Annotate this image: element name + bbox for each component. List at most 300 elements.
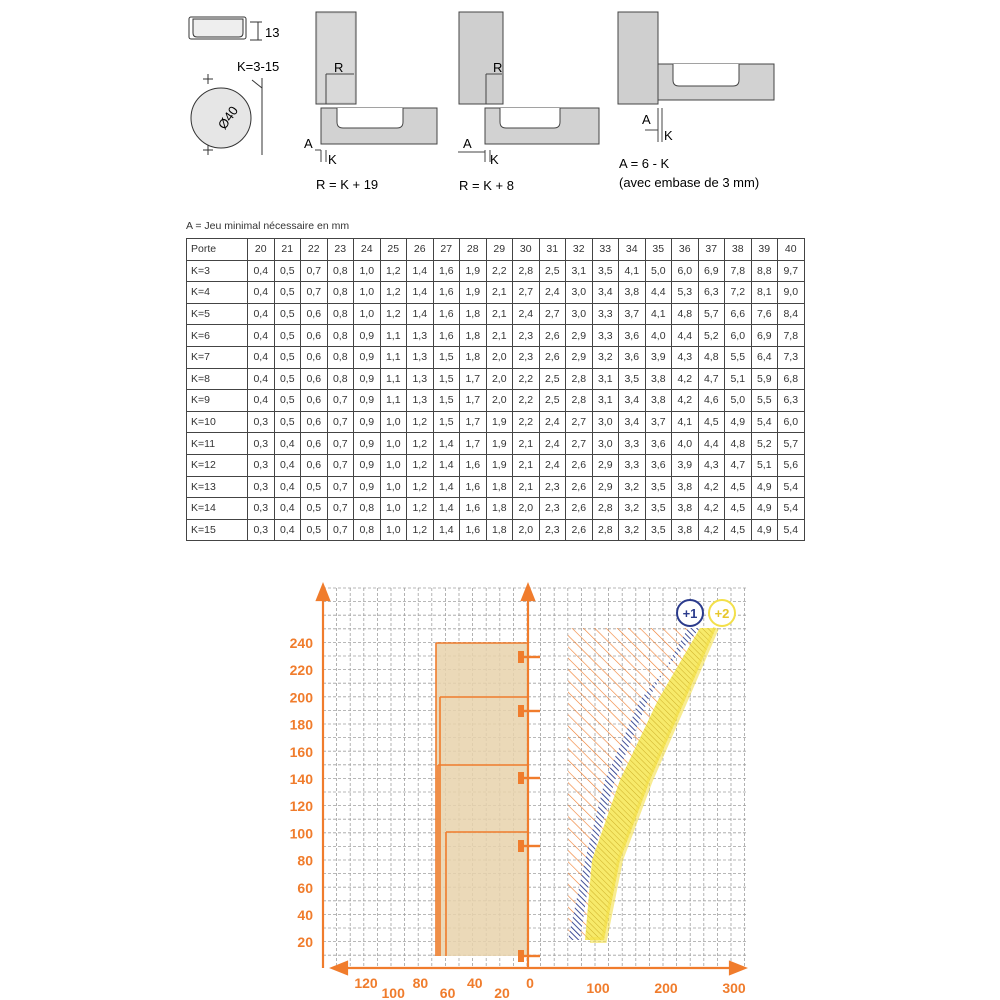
k-label-2: K bbox=[490, 152, 499, 167]
table-cell: 3,5 bbox=[645, 519, 672, 541]
x-tick-label: 60 bbox=[439, 985, 456, 1000]
table-row bbox=[187, 346, 805, 368]
table-cell: 6,3 bbox=[698, 282, 725, 304]
x-tick-label: 100 bbox=[586, 980, 610, 996]
table-row bbox=[187, 368, 805, 390]
a-label-1: A bbox=[304, 136, 313, 151]
table-cell: 0,8 bbox=[327, 368, 354, 390]
table-cell: 4,1 bbox=[645, 303, 672, 325]
table-cell: 4,4 bbox=[672, 325, 699, 347]
table-cell: 2,0 bbox=[513, 498, 540, 520]
table-cell: 1,0 bbox=[380, 433, 407, 455]
table-cell: 2,4 bbox=[539, 411, 566, 433]
hinge-diagrams bbox=[0, 0, 1000, 220]
table-cell: 4,2 bbox=[698, 519, 725, 541]
table-cell: 0,7 bbox=[327, 411, 354, 433]
k-label-3: K bbox=[664, 128, 673, 143]
table-body bbox=[187, 260, 805, 541]
table-cell: 7,6 bbox=[751, 303, 778, 325]
table-cell: 2,7 bbox=[566, 411, 593, 433]
table-cell: 0,7 bbox=[301, 260, 328, 282]
table-cell: 6,9 bbox=[698, 260, 725, 282]
table-cell: 0,6 bbox=[301, 368, 328, 390]
table-cell: 1,0 bbox=[380, 454, 407, 476]
table-cell: 1,8 bbox=[486, 476, 513, 498]
table-cell: 9,0 bbox=[778, 282, 805, 304]
table-cell: 4,5 bbox=[725, 476, 752, 498]
column-header: 26 bbox=[407, 239, 434, 261]
badge-plus2 bbox=[709, 600, 735, 626]
table-cell: 1,0 bbox=[380, 498, 407, 520]
column-header: 22 bbox=[301, 239, 328, 261]
table-cell: 2,2 bbox=[486, 260, 513, 282]
table-cell: 1,8 bbox=[460, 325, 487, 347]
table-cell: 0,9 bbox=[354, 368, 381, 390]
table-cell: 9,7 bbox=[778, 260, 805, 282]
table-row bbox=[187, 325, 805, 347]
table-cell: 4,0 bbox=[645, 325, 672, 347]
table-cell: 3,3 bbox=[592, 303, 619, 325]
column-header: 28 bbox=[460, 239, 487, 261]
table-row bbox=[187, 519, 805, 541]
row-label: K=6 bbox=[187, 325, 248, 347]
table-cell: 1,7 bbox=[460, 433, 487, 455]
table-cell: 1,0 bbox=[380, 519, 407, 541]
table-corner-header: Porte bbox=[187, 239, 248, 261]
column-header: 32 bbox=[566, 239, 593, 261]
table-cell: 2,8 bbox=[592, 519, 619, 541]
column-header: 37 bbox=[698, 239, 725, 261]
table-cell: 0,5 bbox=[274, 368, 301, 390]
table-cell: 2,6 bbox=[539, 346, 566, 368]
table-cell: 1,6 bbox=[460, 498, 487, 520]
column-header: 27 bbox=[433, 239, 460, 261]
column-header: 25 bbox=[380, 239, 407, 261]
table-cell: 3,4 bbox=[619, 411, 646, 433]
table-cell: 0,6 bbox=[301, 411, 328, 433]
table-cell: 2,9 bbox=[566, 325, 593, 347]
table-cell: 1,2 bbox=[407, 454, 434, 476]
table-row bbox=[187, 411, 805, 433]
table-cell: 5,1 bbox=[751, 454, 778, 476]
table-cell: 5,2 bbox=[698, 325, 725, 347]
column-header: 30 bbox=[513, 239, 540, 261]
door-weight-chart bbox=[0, 570, 1000, 1000]
table-cell: 3,6 bbox=[619, 325, 646, 347]
column-header: 29 bbox=[486, 239, 513, 261]
table-cell: 3,2 bbox=[619, 476, 646, 498]
table-row bbox=[187, 476, 805, 498]
table-cell: 1,5 bbox=[433, 346, 460, 368]
table-cell: 7,8 bbox=[725, 260, 752, 282]
row-label: K=14 bbox=[187, 498, 248, 520]
formula-3-note: (avec embase de 3 mm) bbox=[619, 175, 760, 190]
table-cell: 1,0 bbox=[354, 260, 381, 282]
table-cell: 0,8 bbox=[327, 346, 354, 368]
table-cell: 0,4 bbox=[274, 476, 301, 498]
row-label: K=9 bbox=[187, 390, 248, 412]
table-cell: 0,4 bbox=[248, 390, 275, 412]
table-cell: 1,1 bbox=[380, 325, 407, 347]
table-cell: 1,7 bbox=[460, 390, 487, 412]
table-cell: 0,3 bbox=[248, 433, 275, 455]
table-cell: 0,6 bbox=[301, 325, 328, 347]
table-cell: 6,3 bbox=[778, 390, 805, 412]
overlay-diagram-half bbox=[458, 12, 599, 162]
table-cell: 3,8 bbox=[619, 282, 646, 304]
table-cell: 2,3 bbox=[513, 325, 540, 347]
table-cell: 2,9 bbox=[592, 454, 619, 476]
table-cell: 4,2 bbox=[672, 368, 699, 390]
table-cell: 0,7 bbox=[327, 519, 354, 541]
table-cell: 0,4 bbox=[274, 498, 301, 520]
y-tick-label: 180 bbox=[289, 716, 313, 733]
hinge-marker-arm bbox=[524, 955, 540, 957]
table-header-row bbox=[187, 239, 805, 261]
table-cell: 3,0 bbox=[566, 303, 593, 325]
table-cell: 0,9 bbox=[354, 454, 381, 476]
table-cell: 4,8 bbox=[698, 346, 725, 368]
table-cell: 4,8 bbox=[725, 433, 752, 455]
table-cell: 3,1 bbox=[566, 260, 593, 282]
column-header: 40 bbox=[778, 239, 805, 261]
hinge-marker-arm bbox=[524, 777, 540, 779]
table-cell: 2,9 bbox=[592, 476, 619, 498]
y-tick-label: 220 bbox=[289, 662, 313, 679]
table-cell: 0,7 bbox=[327, 498, 354, 520]
row-label: K=13 bbox=[187, 476, 248, 498]
table-cell: 1,4 bbox=[433, 433, 460, 455]
table-cell: 3,8 bbox=[672, 476, 699, 498]
table-cell: 4,9 bbox=[725, 411, 752, 433]
y-tick-label: 140 bbox=[289, 771, 313, 787]
table-cell: 4,3 bbox=[672, 346, 699, 368]
table-cell: 1,4 bbox=[433, 519, 460, 541]
table-cell: 3,8 bbox=[645, 368, 672, 390]
table-cell: 3,7 bbox=[619, 303, 646, 325]
row-label: K=7 bbox=[187, 346, 248, 368]
badge-plus2-label: +2 bbox=[714, 606, 730, 621]
row-label: K=15 bbox=[187, 519, 248, 541]
table-cell: 0,7 bbox=[301, 282, 328, 304]
table-cell: 2,5 bbox=[539, 260, 566, 282]
table-row bbox=[187, 454, 805, 476]
table-cell: 2,4 bbox=[539, 433, 566, 455]
table-cell: 3,2 bbox=[592, 346, 619, 368]
a-label-3: A bbox=[642, 112, 651, 127]
x-tick-label: 20 bbox=[494, 985, 510, 1000]
table-cell: 1,3 bbox=[407, 325, 434, 347]
overlay-diagram-full bbox=[315, 12, 437, 162]
table-cell: 7,2 bbox=[725, 282, 752, 304]
table-cell: 1,2 bbox=[380, 303, 407, 325]
table-cell: 3,0 bbox=[592, 433, 619, 455]
table-row bbox=[187, 260, 805, 282]
table-cell: 0,4 bbox=[248, 368, 275, 390]
table-cell: 0,4 bbox=[248, 346, 275, 368]
table-cell: 0,8 bbox=[327, 325, 354, 347]
table-cell: 0,9 bbox=[354, 325, 381, 347]
y-tick-label: 80 bbox=[297, 852, 313, 869]
table-cell: 4,2 bbox=[672, 390, 699, 412]
table-cell: 2,1 bbox=[486, 325, 513, 347]
table-cell: 4,7 bbox=[725, 454, 752, 476]
table-cell: 0,8 bbox=[354, 498, 381, 520]
table-cell: 1,0 bbox=[380, 411, 407, 433]
table-cell: 1,6 bbox=[433, 325, 460, 347]
table-cell: 7,8 bbox=[778, 325, 805, 347]
table-cell: 0,5 bbox=[274, 282, 301, 304]
table-cell: 1,2 bbox=[407, 433, 434, 455]
table-cell: 1,8 bbox=[486, 519, 513, 541]
table-cell: 4,1 bbox=[619, 260, 646, 282]
table-cell: 3,2 bbox=[619, 498, 646, 520]
table-row bbox=[187, 303, 805, 325]
table-cell: 0,3 bbox=[248, 411, 275, 433]
table-cell: 0,7 bbox=[327, 390, 354, 412]
table-cell: 0,5 bbox=[301, 519, 328, 541]
table-cell: 4,7 bbox=[698, 368, 725, 390]
table-cell: 2,6 bbox=[566, 519, 593, 541]
hinge-marker bbox=[518, 651, 524, 663]
table-cell: 2,3 bbox=[513, 346, 540, 368]
table-cell: 1,9 bbox=[460, 260, 487, 282]
table-cell: 4,2 bbox=[698, 498, 725, 520]
table-cell: 1,4 bbox=[407, 282, 434, 304]
table-cell: 1,2 bbox=[380, 282, 407, 304]
table-cell: 1,9 bbox=[486, 433, 513, 455]
door-height-zone bbox=[436, 643, 528, 956]
table-cell: 5,6 bbox=[778, 454, 805, 476]
table-cell: 0,5 bbox=[274, 325, 301, 347]
x-tick-label: 80 bbox=[412, 975, 429, 991]
row-label: K=4 bbox=[187, 282, 248, 304]
y-tick-label: 100 bbox=[289, 825, 313, 842]
k-label-1: K bbox=[328, 152, 337, 167]
table-cell: 1,0 bbox=[354, 282, 381, 304]
table-cell: 0,9 bbox=[354, 411, 381, 433]
table-cell: 2,6 bbox=[566, 476, 593, 498]
table-cell: 1,2 bbox=[407, 519, 434, 541]
table-cell: 4,5 bbox=[725, 498, 752, 520]
table-cell: 3,9 bbox=[672, 454, 699, 476]
table-cell: 6,8 bbox=[778, 368, 805, 390]
r-label-1: R bbox=[334, 60, 344, 75]
column-header: 24 bbox=[354, 239, 381, 261]
table-cell: 1,5 bbox=[433, 390, 460, 412]
table-cell: 0,5 bbox=[274, 346, 301, 368]
table-cell: 1,4 bbox=[433, 476, 460, 498]
table-cell: 0,6 bbox=[301, 346, 328, 368]
table-cell: 0,4 bbox=[248, 325, 275, 347]
table-cell: 2,6 bbox=[539, 325, 566, 347]
table-cell: 2,7 bbox=[539, 303, 566, 325]
table-cell: 5,5 bbox=[725, 346, 752, 368]
x-tick-label: 100 bbox=[381, 985, 405, 1000]
table-cell: 5,4 bbox=[778, 498, 805, 520]
table-cell: 0,9 bbox=[354, 433, 381, 455]
table-row bbox=[187, 282, 805, 304]
column-header: 34 bbox=[619, 239, 646, 261]
table-cell: 3,6 bbox=[619, 346, 646, 368]
formula-2: R = K + 8 bbox=[459, 178, 514, 193]
hinge-marker-arm bbox=[524, 845, 540, 847]
table-cell: 7,3 bbox=[778, 346, 805, 368]
table-cell: 1,3 bbox=[407, 346, 434, 368]
hinge-marker bbox=[518, 840, 524, 852]
column-header: 31 bbox=[539, 239, 566, 261]
table-cell: 2,8 bbox=[566, 390, 593, 412]
table-cell: 3,0 bbox=[592, 411, 619, 433]
table-cell: 3,0 bbox=[566, 282, 593, 304]
y-tick-label: 20 bbox=[297, 934, 313, 951]
table-cell: 2,2 bbox=[513, 368, 540, 390]
table-cell: 2,4 bbox=[539, 454, 566, 476]
table-cell: 1,4 bbox=[407, 303, 434, 325]
table-cell: 1,1 bbox=[380, 390, 407, 412]
table-cell: 5,2 bbox=[751, 433, 778, 455]
column-header: 39 bbox=[751, 239, 778, 261]
table-cell: 1,2 bbox=[380, 260, 407, 282]
x-axis-labels bbox=[354, 975, 746, 1000]
y-tick-label: 200 bbox=[289, 689, 313, 706]
table-cell: 2,2 bbox=[513, 390, 540, 412]
table-cell: 1,4 bbox=[407, 260, 434, 282]
table-cell: 0,4 bbox=[274, 433, 301, 455]
badge-plus1 bbox=[677, 600, 703, 626]
badge-plus1-label: +1 bbox=[682, 606, 698, 621]
table-cell: 2,6 bbox=[566, 454, 593, 476]
hinge-plate-profile bbox=[189, 17, 262, 40]
column-header: 21 bbox=[274, 239, 301, 261]
table-cell: 1,8 bbox=[486, 498, 513, 520]
table-cell: 4,9 bbox=[751, 519, 778, 541]
x-tick-label: 200 bbox=[654, 980, 678, 996]
y-tick-label: 240 bbox=[289, 635, 313, 651]
column-header: 36 bbox=[672, 239, 699, 261]
table-cell: 6,9 bbox=[751, 325, 778, 347]
table-cell: 8,4 bbox=[778, 303, 805, 325]
column-header: 33 bbox=[592, 239, 619, 261]
table-cell: 1,9 bbox=[460, 282, 487, 304]
table-cell: 0,8 bbox=[327, 303, 354, 325]
y-tick-label: 40 bbox=[297, 907, 313, 923]
row-label: K=10 bbox=[187, 411, 248, 433]
table-cell: 0,5 bbox=[274, 303, 301, 325]
table-cell: 1,4 bbox=[433, 498, 460, 520]
table-cell: 1,6 bbox=[460, 476, 487, 498]
table-cell: 1,9 bbox=[486, 454, 513, 476]
table-cell: 0,9 bbox=[354, 476, 381, 498]
table-cell: 2,2 bbox=[513, 411, 540, 433]
table-cell: 1,3 bbox=[407, 368, 434, 390]
table-cell: 4,0 bbox=[672, 433, 699, 455]
table-cell: 1,0 bbox=[354, 303, 381, 325]
table-cell: 2,1 bbox=[513, 476, 540, 498]
table-cell: 3,5 bbox=[645, 498, 672, 520]
hinge-marker-arm bbox=[524, 710, 540, 712]
table-cell: 4,9 bbox=[751, 498, 778, 520]
table-cell: 3,5 bbox=[592, 260, 619, 282]
table-cell: 0,7 bbox=[327, 476, 354, 498]
y-tick-label: 120 bbox=[289, 798, 313, 815]
table-cell: 3,1 bbox=[592, 390, 619, 412]
table-cell: 3,6 bbox=[645, 454, 672, 476]
table-cell: 3,5 bbox=[619, 368, 646, 390]
table-cell: 0,7 bbox=[327, 454, 354, 476]
table-cell: 2,0 bbox=[486, 390, 513, 412]
table-cell: 1,1 bbox=[380, 346, 407, 368]
hinge-marker-arm bbox=[524, 656, 540, 658]
table-cell: 2,4 bbox=[513, 303, 540, 325]
table-cell: 0,4 bbox=[248, 303, 275, 325]
table-cell: 3,8 bbox=[672, 498, 699, 520]
table-cell: 5,3 bbox=[672, 282, 699, 304]
table-cell: 5,7 bbox=[778, 433, 805, 455]
y-tick-label: 60 bbox=[297, 879, 313, 896]
table-cell: 0,4 bbox=[248, 260, 275, 282]
table-cell: 2,1 bbox=[513, 454, 540, 476]
table-row bbox=[187, 433, 805, 455]
table-cell: 2,0 bbox=[513, 519, 540, 541]
table-cell: 0,4 bbox=[274, 519, 301, 541]
table-cell: 2,6 bbox=[566, 498, 593, 520]
table-cell: 5,4 bbox=[751, 411, 778, 433]
table-cell: 4,6 bbox=[698, 390, 725, 412]
table-cell: 5,0 bbox=[645, 260, 672, 282]
table-cell: 4,2 bbox=[698, 476, 725, 498]
table-cell: 5,9 bbox=[751, 368, 778, 390]
table-cell: 0,5 bbox=[301, 476, 328, 498]
y-axis-labels bbox=[290, 635, 314, 950]
table-caption: A = Jeu minimal nécessaire en mm bbox=[186, 220, 350, 232]
table-cell: 1,7 bbox=[460, 411, 487, 433]
hinge-marker bbox=[518, 705, 524, 717]
row-label: K=5 bbox=[187, 303, 248, 325]
table-cell: 8,1 bbox=[751, 282, 778, 304]
table-cell: 3,8 bbox=[645, 390, 672, 412]
table-cell: 5,7 bbox=[698, 303, 725, 325]
formula-1: R = K + 19 bbox=[316, 177, 379, 192]
table-cell: 2,3 bbox=[539, 519, 566, 541]
table-cell: 4,3 bbox=[698, 454, 725, 476]
table-cell: 1,6 bbox=[433, 282, 460, 304]
table-cell: 1,5 bbox=[433, 368, 460, 390]
plate-height-label: 13 bbox=[265, 25, 280, 40]
table-cell: 0,6 bbox=[301, 390, 328, 412]
table-cell: 0,6 bbox=[301, 433, 328, 455]
table-cell: 1,6 bbox=[460, 519, 487, 541]
table-cell: 2,7 bbox=[566, 433, 593, 455]
table-cell: 2,8 bbox=[566, 368, 593, 390]
column-header: 20 bbox=[248, 239, 275, 261]
table-cell: 5,4 bbox=[778, 476, 805, 498]
y-tick-label: 160 bbox=[289, 743, 313, 760]
table-cell: 0,9 bbox=[354, 346, 381, 368]
table-cell: 1,8 bbox=[460, 346, 487, 368]
table-cell: 2,1 bbox=[486, 282, 513, 304]
table-cell: 3,2 bbox=[619, 519, 646, 541]
table-cell: 0,8 bbox=[327, 260, 354, 282]
table-cell: 3,1 bbox=[592, 368, 619, 390]
table-cell: 4,4 bbox=[698, 433, 725, 455]
table-cell: 6,0 bbox=[672, 260, 699, 282]
row-label: K=3 bbox=[187, 260, 248, 282]
table-cell: 3,5 bbox=[645, 476, 672, 498]
table-row bbox=[187, 390, 805, 412]
table-cell: 3,4 bbox=[592, 282, 619, 304]
table-cell: 2,4 bbox=[539, 282, 566, 304]
